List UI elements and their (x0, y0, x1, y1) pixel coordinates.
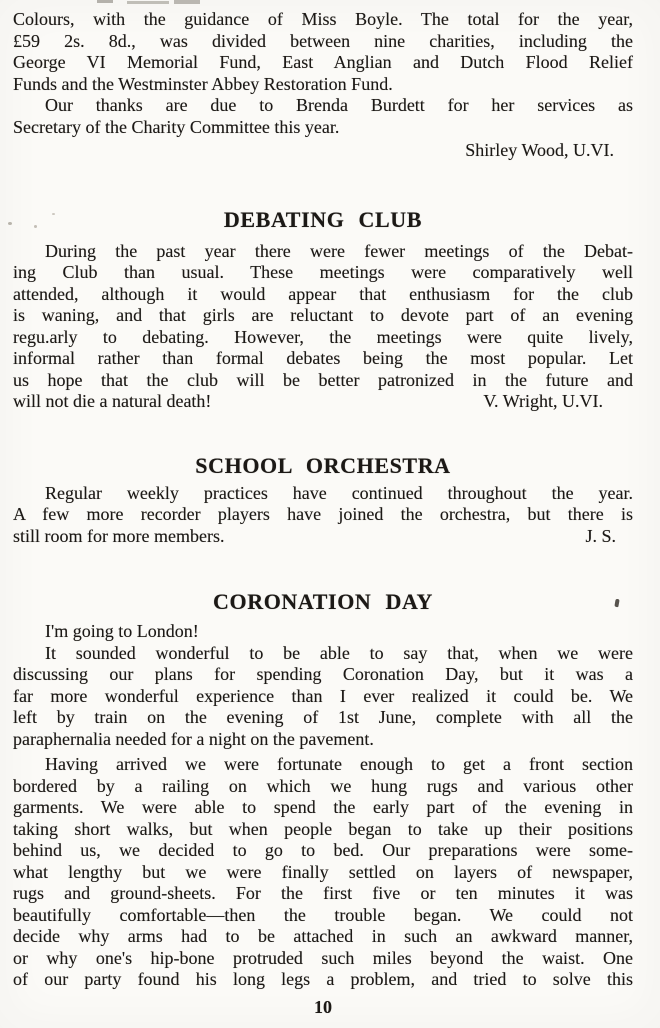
text-line: or why one's hip-bone protruded such miles beyond the waist. One (13, 947, 633, 968)
text-line: Regular weekly practices have continued throughout the year. (45, 482, 633, 503)
text-line: regu.arly to debating. However, the meetings were quite lively, (13, 326, 633, 347)
text-line: ing Club than usual. These meetings were comparatively well (13, 262, 633, 282)
text-line: It sounded wonderful to be able to say that, when we were (45, 642, 633, 663)
text-line: paraphernalia needed for a night on the pavement. (13, 728, 374, 749)
text-line: us hope that the club will be better patronized in the future and (13, 369, 633, 390)
text-line: garments. We were able to spend the early part of the evening in (13, 797, 633, 817)
paragraph-debating-club (13, 241, 633, 413)
text-line: During the past year there were fewer meetings of the Debat- (45, 240, 633, 261)
text-line: attended, although it would appear that enthusiasm for the club (13, 283, 633, 304)
signature-v-wright: V. Wright, U.VI. (483, 391, 603, 411)
text-line-left: still room for more members. (13, 525, 225, 546)
text-line: Having arrived we were fortunate enough to get a front section (45, 754, 633, 774)
text-line: of our party found his long legs a problem, and tried to solve this (13, 969, 633, 989)
text-line-left: will not die a natural death! (13, 391, 212, 411)
paragraph-coronation-opening (13, 621, 633, 643)
text-line: behind us, we decided to go to bed. Our preparations were some- (13, 840, 633, 860)
text-line (13, 526, 633, 548)
text-line: is waning, and that girls are reluctant to devote part of an evening (13, 305, 633, 325)
text-line: what lengthy but we were finally settled on layers of newspaper, (13, 861, 633, 882)
text-line: Colours, with the guidance of Miss Boyle. The total for the year, (13, 9, 633, 29)
section-heading-coronation-day: CORONATION DAY (213, 589, 433, 614)
text-line: rugs and ground-sheets. For the first five or ten minutes it was (13, 883, 633, 903)
paragraph-coronation-journey (13, 643, 633, 751)
text-line: far more wonderful experience than I ever realized it could be. We (13, 685, 633, 706)
paragraph-coronation-arrival (13, 754, 633, 991)
text-line: taking short walks, but when people began to take up their positions (13, 818, 633, 839)
paragraph-school-orchestra (13, 483, 633, 548)
text-line: left by train on the evening of 1st June, complete with all the (13, 707, 633, 727)
section-heading-school-orchestra: SCHOOL ORCHESTRA (195, 452, 451, 478)
text-line: Secretary of the Charity Committee this year. (13, 116, 340, 137)
text-line: George VI Memorial Fund, East Anglian and Dutch Flood Relief (13, 52, 633, 72)
scan-speck (8, 222, 12, 225)
text-line: Funds and the Westminster Abbey Restoration Fund. (13, 73, 393, 94)
section-heading-debating-club: DEBATING CLUB (223, 206, 423, 232)
text-line: discussing our plans for spending Coronation Day, but it was a (13, 664, 633, 684)
text-line: beautifully comfortable—then the trouble began. We could not (13, 904, 633, 925)
text-line: bordered by a railing on which we hung rugs and various other (13, 775, 633, 796)
paragraph-charity-continuation (13, 9, 633, 95)
text-line: decide why arms had to be attached in such an awkward manner, (13, 926, 633, 946)
text-line: I'm going to London! (45, 621, 199, 641)
page-number: 10 (314, 996, 332, 1017)
paragraph-charity-thanks (13, 95, 633, 138)
text-column (13, 0, 633, 1017)
text-line: A few more recorder players have joined the orchestra, but there is (13, 504, 633, 524)
signature-shirley-wood: Shirley Wood, U.VI. (465, 140, 614, 160)
text-line: Our thanks are due to Brenda Burdett for her services as (45, 95, 633, 115)
text-line (13, 391, 633, 413)
text-line: informal rather than formal debates being the most popular. Let (13, 348, 633, 368)
signature-j-s: J. S. (585, 525, 616, 546)
text-line: £59 2s. 8d., was divided between nine charities, including the (13, 30, 633, 51)
